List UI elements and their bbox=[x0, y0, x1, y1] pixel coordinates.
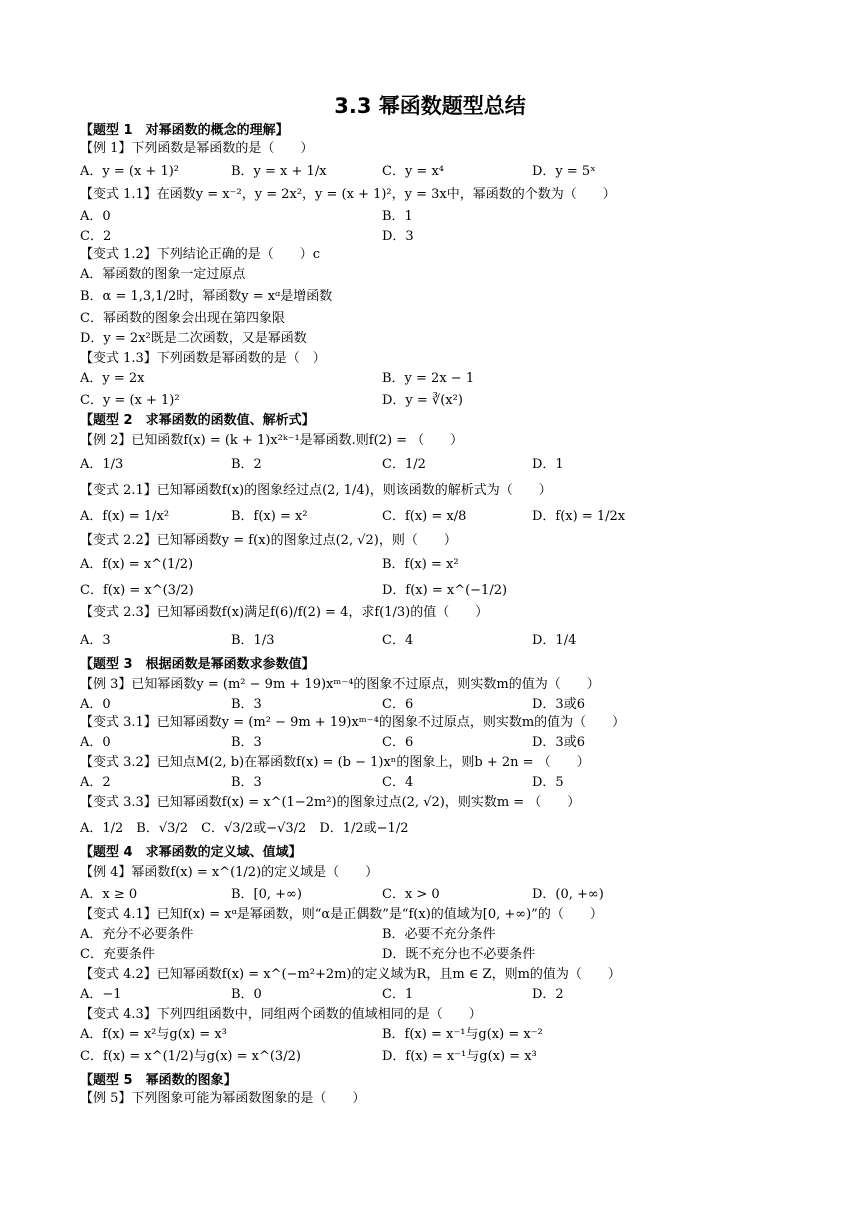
question-stem: 【变式 1.3】下列函数是幂函数的是（ ） bbox=[80, 351, 326, 366]
answer-option: D．f(x) = x^(−1/2) bbox=[382, 583, 508, 598]
question-stem: 【变式 1.2】下列结论正确的是（ ）c bbox=[80, 247, 321, 262]
question-stem: 【变式 4.2】已知幂函数f(x) = x^(−m²+2m)的定义域为R，且m ∈ Z，则m的值为（ ） bbox=[80, 967, 621, 982]
answer-option: A．1/3 bbox=[80, 457, 124, 472]
answer-option: A．充分不必要条件 bbox=[80, 927, 194, 942]
answer-option: C．4 bbox=[382, 633, 414, 648]
question-stem: 【变式 4.3】下列四组函数中，同组两个函数的值域相同的是（ ） bbox=[80, 1007, 482, 1022]
answer-option: B．f(x) = x² bbox=[382, 557, 459, 572]
answer-option: B．0 bbox=[231, 987, 262, 1002]
answer-option: B．2 bbox=[231, 457, 262, 472]
section-heading: 【题型 1 对幂函数的概念的理解】 bbox=[80, 123, 289, 138]
answer-option: B．3 bbox=[231, 775, 262, 790]
question-stem: 【变式 3.2】已知点M(2, b)在幂函数f(x) = (b − 1)xⁿ的图象上，则b + 2n = （ ） bbox=[80, 755, 590, 770]
answer-option: D．f(x) = 1/2x bbox=[532, 509, 626, 524]
answer-option: C．x > 0 bbox=[382, 887, 440, 902]
answer-option: D．1/4 bbox=[532, 633, 577, 648]
answer-option: D．y = 2x²既是二次函数，又是幂函数 bbox=[80, 331, 307, 346]
question-stem: 【变式 2.2】已知幂函数y = f(x)的图象过点(2, √2)，则（ ） bbox=[80, 533, 457, 548]
question-stem: 【例 3】已知幂函数y = (m² − 9m + 19)xᵐ⁻⁴的图象不过原点，则实数m的值为（ ） bbox=[80, 677, 600, 692]
answer-option: D．3或6 bbox=[532, 697, 585, 712]
answer-option: A．y = (x + 1)² bbox=[80, 164, 180, 179]
answer-option: C．4 bbox=[382, 775, 414, 790]
section-heading: 【题型 4 求幂函数的定义域、值域】 bbox=[80, 845, 302, 860]
question-stem: 【变式 2.1】已知幂函数f(x)的图象经过点(2, 1/4)，则该函数的解析式为（ ） bbox=[80, 483, 552, 498]
question-stem: 【变式 1.1】在函数y = x⁻²，y = 2x²，y = (x + 1)²，y = 3x中，幂函数的个数为（ ） bbox=[80, 187, 616, 202]
question-stem: 【例 2】已知函数f(x) = (k + 1)x²ᵏ⁻¹是幂函数.则f(2) = （ ） bbox=[80, 433, 464, 448]
answer-option: C．f(x) = x^(1/2)与g(x) = x^(3/2) bbox=[80, 1049, 301, 1064]
answer-option: A．f(x) = x²与g(x) = x³ bbox=[80, 1027, 227, 1042]
answer-option: C．f(x) = x/8 bbox=[382, 509, 467, 524]
answer-option: D．3或6 bbox=[532, 735, 585, 750]
answer-option: C．充要条件 bbox=[80, 947, 155, 962]
answer-option: B．必要不充分条件 bbox=[382, 927, 496, 942]
answer-option: A．幂函数的图象一定过原点 bbox=[80, 267, 246, 282]
answer-option: D．1 bbox=[532, 457, 564, 472]
answer-option: B．f(x) = x² bbox=[231, 509, 308, 524]
question-stem: 【例 5】下列图象可能为幂函数图象的是（ ） bbox=[80, 1091, 366, 1106]
answer-option: A．x ≥ 0 bbox=[80, 887, 138, 902]
answer-option: D．既不充分也不必要条件 bbox=[382, 947, 536, 962]
answer-option: B．f(x) = x⁻¹与g(x) = x⁻² bbox=[382, 1027, 543, 1042]
answer-option: A．0 bbox=[80, 735, 111, 750]
answer-option: D．3 bbox=[382, 229, 414, 244]
answer-option: C．1 bbox=[382, 987, 414, 1002]
answer-option: B．1/3 bbox=[231, 633, 275, 648]
answer-option: B．1 bbox=[382, 209, 413, 224]
answer-option: A．f(x) = 1/x² bbox=[80, 509, 170, 524]
question-stem: 【例 4】幂函数f(x) = x^(1/2)的定义域是（ ） bbox=[80, 865, 379, 880]
document-title: 3.3 幂函数题型总结 bbox=[334, 94, 526, 118]
answer-option: C．6 bbox=[382, 735, 414, 750]
answer-option: A．0 bbox=[80, 697, 111, 712]
question-stem: 【例 1】下列函数是幂函数的是（ ） bbox=[80, 141, 314, 156]
answer-option: A．−1 bbox=[80, 987, 122, 1002]
answer-option: D．(0, +∞) bbox=[532, 887, 604, 902]
answer-option: C．f(x) = x^(3/2) bbox=[80, 583, 194, 598]
answer-option: D．y = ∛(x²) bbox=[382, 393, 463, 408]
answer-option: A．2 bbox=[80, 775, 111, 790]
section-heading: 【题型 5 幂函数的图象】 bbox=[80, 1073, 237, 1088]
answer-option: D．y = 5ˣ bbox=[532, 164, 596, 179]
answer-option: A．y = 2x bbox=[80, 371, 145, 386]
answer-option: B．3 bbox=[231, 735, 262, 750]
answer-option: C．y = (x + 1)² bbox=[80, 393, 180, 408]
answer-option: C．y = x⁴ bbox=[382, 164, 444, 179]
question-stem: 【变式 3.3】已知幂函数f(x) = x^(1−2m²)的图象过点(2, √2)，则实数m = （ ） bbox=[80, 795, 581, 810]
answer-option: A．0 bbox=[80, 209, 111, 224]
answer-option: B．y = x + 1/x bbox=[231, 164, 327, 179]
answer-option: D．2 bbox=[532, 987, 564, 1002]
section-heading: 【题型 3 根据函数是幂函数求参数值】 bbox=[80, 657, 315, 672]
section-heading: 【题型 2 求幂函数的函数值、解析式】 bbox=[80, 413, 315, 428]
answer-option: C．6 bbox=[382, 697, 414, 712]
answer-option: A．1/2 B．√3/2 C．√3/2或−√3/2 D．1/2或−1/2 bbox=[80, 821, 409, 836]
answer-option: B．3 bbox=[231, 697, 262, 712]
answer-option: A．3 bbox=[80, 633, 111, 648]
answer-option: A．f(x) = x^(1/2) bbox=[80, 557, 194, 572]
answer-option: B．[0, +∞) bbox=[231, 887, 302, 902]
question-stem: 【变式 4.1】已知f(x) = xᵅ是幂函数，则“α是正偶数”是“f(x)的值域为[0, +∞)”的（ ） bbox=[80, 907, 603, 922]
answer-option: C．2 bbox=[80, 229, 112, 244]
answer-option: D．f(x) = x⁻¹与g(x) = x³ bbox=[382, 1049, 537, 1064]
question-stem: 【变式 3.1】已知幂函数y = (m² − 9m + 19)xᵐ⁻⁴的图象不过原点，则实数m的值为（ ） bbox=[80, 715, 626, 730]
answer-option: D．5 bbox=[532, 775, 564, 790]
answer-option: C．幂函数的图象会出现在第四象限 bbox=[80, 311, 285, 326]
answer-option: B．α = 1,3,1/2时，幂函数y = xᵅ是增函数 bbox=[80, 289, 333, 304]
answer-option: C．1/2 bbox=[382, 457, 426, 472]
answer-option: B．y = 2x − 1 bbox=[382, 371, 475, 386]
question-stem: 【变式 2.3】已知幂函数f(x)满足f(6)/f(2) = 4，求f(1/3)的值（ ） bbox=[80, 605, 489, 620]
